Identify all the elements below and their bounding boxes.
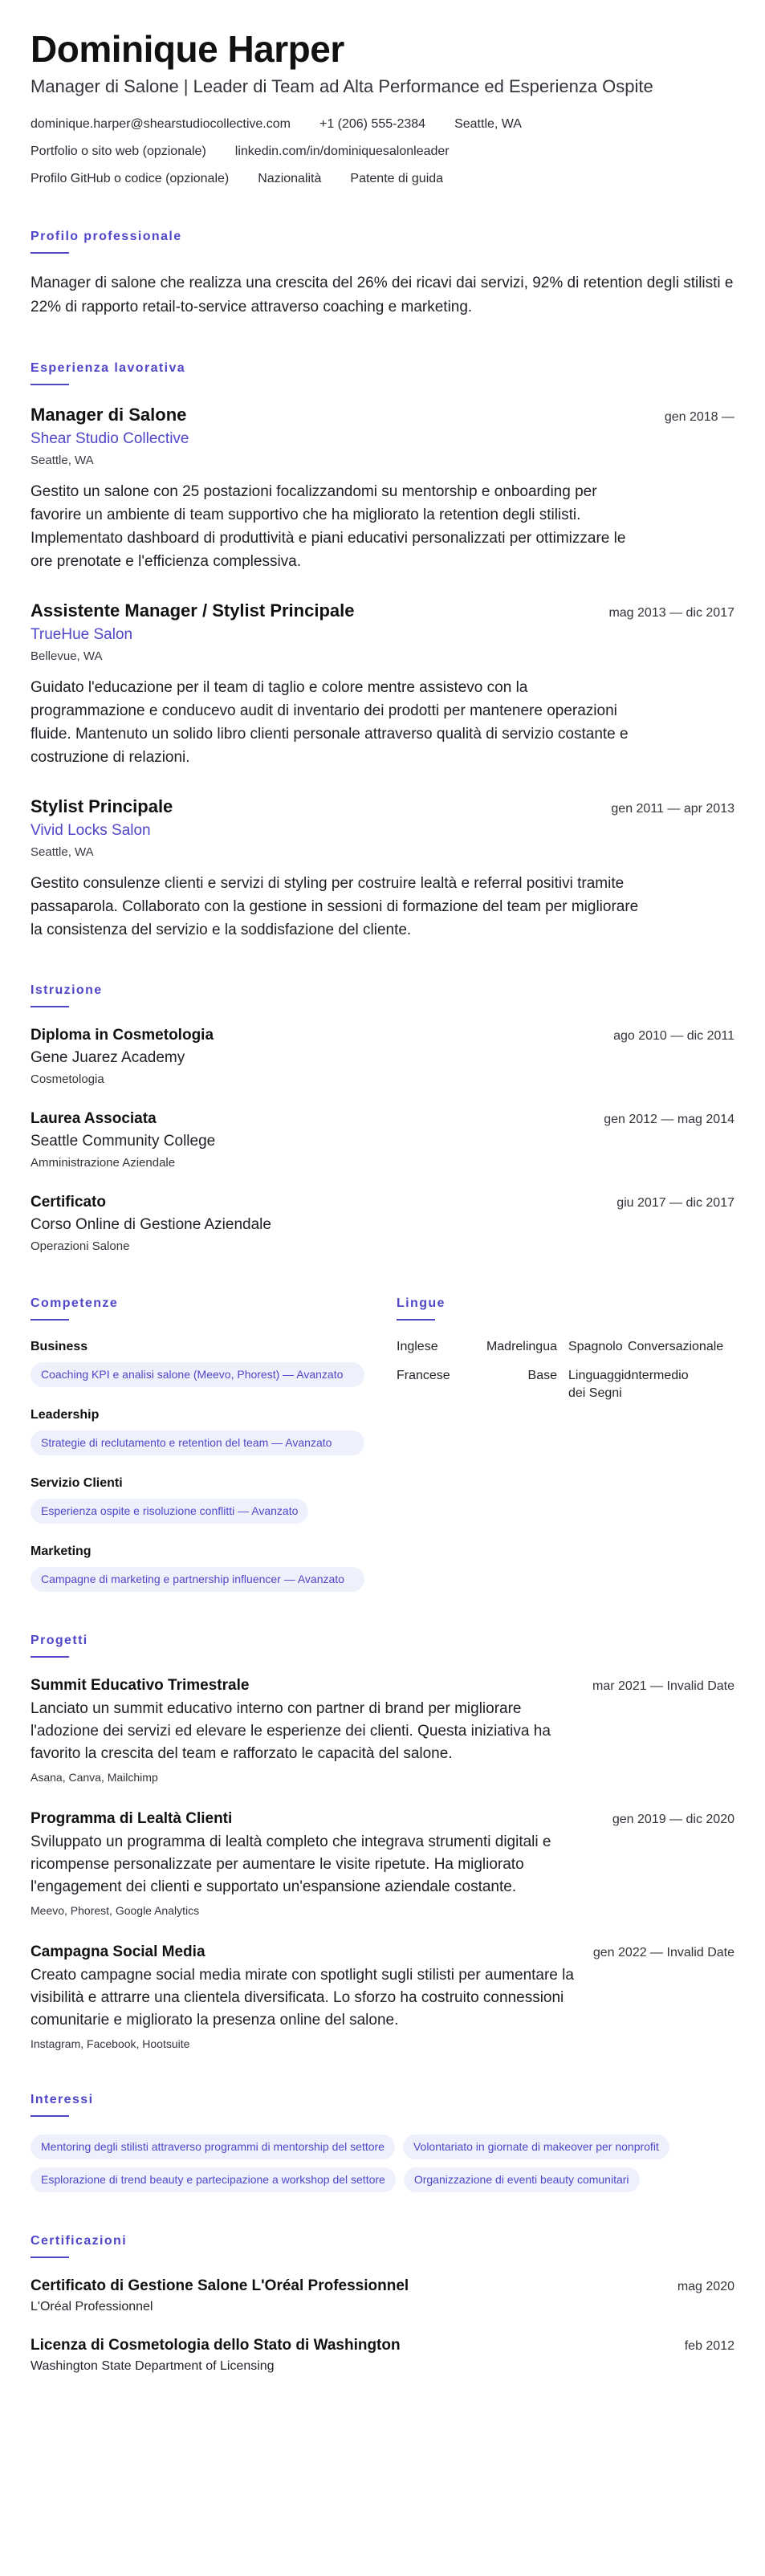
skills-section bbox=[31, 1295, 364, 1592]
skill-chip: Strategie di reclutamento e retention del team — Avanzato bbox=[31, 1430, 364, 1455]
contact-linkedin[interactable]: linkedin.com/in/dominiquesalonleader bbox=[234, 144, 450, 158]
language-name: Linguaggio dei Segni bbox=[568, 1369, 632, 1400]
language-row bbox=[397, 1338, 734, 1356]
contact-row-links bbox=[31, 143, 734, 161]
section-title-education: Istruzione bbox=[31, 983, 103, 997]
job-company: Vivid Locks Salon bbox=[31, 822, 151, 839]
job-company: Shear Studio Collective bbox=[31, 430, 189, 447]
certification-entry bbox=[31, 2276, 734, 2316]
education-school: Seattle Community College bbox=[31, 1133, 216, 1150]
skill-category: Marketing bbox=[31, 1544, 92, 1558]
section-title-certifications: Certificazioni bbox=[31, 2234, 128, 2248]
job-entry bbox=[31, 795, 734, 942]
certification-title: Licenza di Cosmetologia dello Stato di Washington bbox=[31, 2337, 401, 2354]
languages-section bbox=[397, 1295, 734, 1592]
skill-category: Leadership bbox=[31, 1408, 100, 1422]
job-entry bbox=[31, 403, 734, 573]
certification-entry bbox=[31, 2335, 734, 2375]
experience-section bbox=[31, 360, 734, 942]
education-entry bbox=[31, 1109, 734, 1171]
contact-email[interactable]: dominique.harper@shearstudiocollective.com bbox=[31, 117, 291, 131]
language-level: Conversazionale bbox=[628, 1340, 724, 1353]
section-divider bbox=[31, 2257, 69, 2258]
language-level: Madrelingua bbox=[486, 1340, 557, 1353]
education-degree: Laurea Associata bbox=[31, 1110, 157, 1127]
job-location: Bellevue, WA bbox=[31, 649, 103, 663]
interests-section bbox=[31, 2091, 734, 2192]
section-title-experience: Esperienza lavorativa bbox=[31, 361, 186, 375]
education-field: Cosmetologia bbox=[31, 1072, 104, 1086]
education-entry bbox=[31, 1025, 734, 1088]
education-entry bbox=[31, 1192, 734, 1255]
contact-location: Seattle, WA bbox=[454, 117, 522, 131]
section-title-projects: Progetti bbox=[31, 1634, 88, 1647]
project-title: Summit Educativo Trimestrale bbox=[31, 1677, 250, 1694]
project-date: mar 2021 — Invalid Date bbox=[592, 1679, 734, 1693]
summary-section bbox=[31, 228, 734, 319]
education-field: Amministrazione Aziendale bbox=[31, 1156, 176, 1170]
project-entry bbox=[31, 1809, 734, 1918]
project-tools: Meevo, Phorest, Google Analytics bbox=[31, 1904, 200, 1917]
contact-portfolio[interactable]: Portfolio o sito web (opzionale) bbox=[31, 144, 206, 158]
education-date: gen 2012 — mag 2014 bbox=[604, 1113, 734, 1126]
education-degree: Certificato bbox=[31, 1194, 106, 1211]
section-title-skills: Competenze bbox=[31, 1296, 119, 1310]
section-title-summary: Profilo professionale bbox=[31, 230, 182, 243]
certification-issuer: L'Oréal Professionnel bbox=[31, 2300, 153, 2314]
education-date: giu 2017 — dic 2017 bbox=[616, 1196, 734, 1210]
job-title: Assistente Manager / Stylist Principale bbox=[31, 600, 355, 621]
job-company: TrueHue Salon bbox=[31, 626, 133, 643]
language-row bbox=[397, 1367, 734, 1402]
job-location: Seattle, WA bbox=[31, 454, 94, 467]
language-name: Spagnolo bbox=[568, 1340, 623, 1353]
skill-group bbox=[31, 1406, 364, 1455]
candidate-headline: Manager di Salone | Leader di Team ad Alta Performance ed Esperienza Ospite bbox=[31, 76, 653, 96]
resume-header bbox=[31, 27, 734, 188]
section-divider bbox=[31, 252, 69, 254]
interest-chip: Volontariato in giornate di makeover per nonprofit bbox=[403, 2134, 669, 2159]
contact-nationality: Nazionalità bbox=[258, 172, 322, 185]
summary-text: Manager di salone che realizza una crescita del 26% dei ricavi dai servizi, 92% di retention degli stilisti e 22% di rapporto retail-to-service attraverso coaching e marketing. bbox=[31, 275, 734, 315]
language-level: Intermedio bbox=[628, 1369, 689, 1382]
education-date: ago 2010 — dic 2011 bbox=[613, 1029, 734, 1043]
skill-group bbox=[31, 1338, 364, 1387]
skill-category: Business bbox=[31, 1340, 88, 1353]
skill-category: Servizio Clienti bbox=[31, 1476, 123, 1490]
skill-group bbox=[31, 1543, 364, 1592]
certification-title: Certificato di Gestione Salone L'Oréal Professionnel bbox=[31, 2277, 409, 2294]
education-school: Gene Juarez Academy bbox=[31, 1049, 185, 1066]
project-description: Lanciato un summit educativo interno con partner di brand per migliorare l'adozione dei servizi ed elevare le esperienze dei clienti. Questa iniziativa ha favorito la crescita del team e rafforzato le capacità del salone. bbox=[31, 1700, 551, 1762]
project-description: Creato campagne social media mirate con spotlight sugli stilisti per aumentare la visibilità e attrarre una clientela diversificata. Lo sforzo ha costruito connessioni comunitarie e migliorato la presenza online del salone. bbox=[31, 1967, 574, 2029]
interest-chip: Esplorazione di trend beauty e partecipazione a workshop del settore bbox=[31, 2167, 396, 2192]
certification-issuer: Washington State Department of Licensing bbox=[31, 2359, 275, 2373]
projects-section bbox=[31, 1632, 734, 2051]
language-name: Inglese bbox=[397, 1340, 438, 1353]
job-location: Seattle, WA bbox=[31, 845, 94, 859]
section-divider bbox=[31, 1319, 69, 1321]
job-description: Gestito consulenze clienti e servizi di styling per costruire lealtà e referral positivi tramite passaparola. Collaborato con la gestione in sessioni di formazione del team per migliorare la consistenza del servizio e la soddisfazione del cliente. bbox=[31, 875, 639, 938]
contact-row-primary bbox=[31, 116, 734, 133]
education-field: Operazioni Salone bbox=[31, 1239, 130, 1253]
job-date: mag 2013 — dic 2017 bbox=[608, 606, 734, 620]
interest-chip-list bbox=[31, 2134, 734, 2192]
education-section bbox=[31, 982, 734, 1255]
project-tools: Instagram, Facebook, Hootsuite bbox=[31, 2037, 190, 2050]
certifications-section bbox=[31, 2232, 734, 2375]
section-divider bbox=[31, 384, 69, 385]
skill-chip: Campagne di marketing e partnership influencer — Avanzato bbox=[31, 1567, 364, 1592]
project-date: gen 2019 — dic 2020 bbox=[612, 1813, 734, 1826]
project-date: gen 2022 — Invalid Date bbox=[592, 1946, 734, 1959]
section-divider bbox=[31, 1656, 69, 1658]
education-school: Corso Online di Gestione Aziendale bbox=[31, 1216, 271, 1233]
skill-chip: Coaching KPI e analisi salone (Meevo, Phorest) — Avanzato bbox=[31, 1362, 364, 1387]
certification-date: feb 2012 bbox=[684, 2339, 734, 2353]
interest-chip: Mentoring degli stilisti attraverso programmi di mentorship del settore bbox=[31, 2134, 395, 2159]
job-description: Guidato l'educazione per il team di taglio e colore mentre assistevo con la programmazione e conducevo audit di inventario dei prodotti per mantenere operazioni fluide. Mantenuto un solido libro clienti personale attraverso qualità di servizio costante e costruzione di relazioni. bbox=[31, 679, 629, 766]
project-entry bbox=[31, 1942, 734, 2051]
contact-github[interactable]: Profilo GitHub o codice (opzionale) bbox=[31, 172, 230, 185]
job-date: gen 2018 — bbox=[664, 410, 734, 424]
section-divider bbox=[31, 1006, 69, 1007]
section-title-interests: Interessi bbox=[31, 2093, 94, 2106]
section-divider bbox=[31, 2115, 69, 2117]
job-description: Gestito un salone con 25 postazioni focalizzandomi su mentorship e onboarding per favorire un ambiente di team supportivo che ha migliorato la retention degli stilisti. Implementato dashboard di produttività e piani educativi personalizzati per ottimizzare le ore prenotate e l'efficienza complessiva. bbox=[31, 483, 626, 570]
skill-group bbox=[31, 1475, 364, 1524]
job-date: gen 2011 — apr 2013 bbox=[611, 802, 734, 816]
project-entry bbox=[31, 1675, 734, 1784]
contact-row-extra bbox=[31, 170, 734, 188]
skills-languages-row bbox=[31, 1295, 734, 1592]
interest-chip: Organizzazione di eventi beauty comunitari bbox=[404, 2167, 640, 2192]
job-entry bbox=[31, 599, 734, 769]
job-title: Stylist Principale bbox=[31, 796, 173, 816]
language-level: Base bbox=[527, 1369, 557, 1382]
certification-date: mag 2020 bbox=[677, 2280, 734, 2293]
candidate-name: Dominique Harper bbox=[31, 28, 344, 70]
education-degree: Diploma in Cosmetologia bbox=[31, 1027, 214, 1044]
job-title: Manager di Salone bbox=[31, 405, 187, 425]
contact-phone[interactable]: +1 (206) 555-2384 bbox=[319, 117, 426, 131]
project-title: Programma di Lealtà Clienti bbox=[31, 1810, 233, 1827]
section-title-languages: Lingue bbox=[397, 1296, 446, 1310]
language-name: Francese bbox=[397, 1369, 450, 1382]
project-title: Campagna Social Media bbox=[31, 1943, 205, 1960]
contact-license: Patente di guida bbox=[350, 172, 444, 185]
project-tools: Asana, Canva, Mailchimp bbox=[31, 1771, 158, 1784]
project-description: Sviluppato un programma di lealtà completo che integrava strumenti digitali e ricompense personalizzate per aumentare le visite ripetute. Ha migliorato l'engagement dei clienti e supportato un'espansione aziendale costante. bbox=[31, 1833, 551, 1895]
section-divider bbox=[397, 1319, 435, 1321]
skill-chip: Esperienza ospite e risoluzione conflitti — Avanzato bbox=[31, 1499, 308, 1524]
